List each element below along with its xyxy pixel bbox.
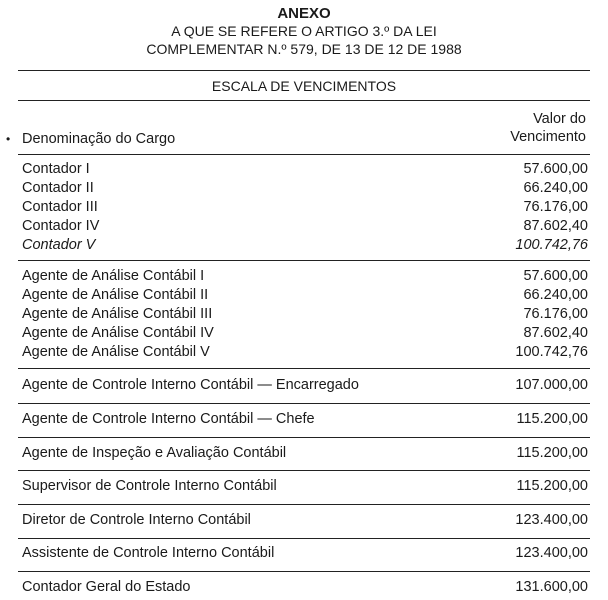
cargo-name: Agente de Análise Contábil I (22, 268, 205, 284)
cargo-name: Agente de Inspeção e Avaliação Contábil (22, 445, 287, 461)
cargo-value: 100.742,76 (515, 344, 588, 360)
table-row (22, 161, 588, 179)
table-row (22, 237, 588, 255)
cargo-name: Assistente de Controle Interno Contábil (22, 545, 275, 561)
divider (18, 100, 590, 101)
table-row (22, 199, 588, 217)
table-title: ESCALA DE VENCIMENTOS (211, 78, 397, 94)
table-row (22, 445, 588, 463)
bullet-mark: • (6, 132, 11, 146)
table-row (22, 287, 588, 305)
cargo-name: Agente de Análise Contábil III (22, 306, 213, 322)
cargo-name: Contador V (22, 237, 96, 253)
table-row (22, 344, 588, 362)
divider (18, 154, 590, 155)
table-row (22, 545, 588, 563)
cargo-value: 57.600,00 (523, 161, 588, 177)
cargo-value: 123.400,00 (515, 512, 588, 528)
cargo-name: Contador Geral do Estado (22, 579, 191, 595)
cargo-value: 107.000,00 (515, 377, 588, 393)
cargo-name: Agente de Análise Contábil II (22, 287, 209, 303)
cargo-value: 66.240,00 (523, 287, 588, 303)
table-row (22, 411, 588, 429)
column-header-valor-line2: Vencimento (510, 129, 586, 145)
cargo-value: 123.400,00 (515, 545, 588, 561)
reference-line-2: COMPLEMENTAR N.º 579, DE 13 DE 12 DE 1988 (146, 41, 462, 57)
cargo-value: 87.602,40 (523, 325, 588, 341)
cargo-name: Agente de Controle Interno Contábil — Chefe (22, 411, 315, 427)
cargo-value: 57.600,00 (523, 268, 588, 284)
divider (18, 403, 590, 404)
divider (18, 260, 590, 261)
cargo-name: Agente de Análise Contábil V (22, 344, 210, 360)
table-row (22, 512, 588, 530)
divider (18, 437, 590, 438)
cargo-value: 76.176,00 (523, 306, 588, 322)
cargo-value: 115.200,00 (516, 445, 588, 461)
cargo-name: Diretor de Controle Interno Contábil (22, 512, 251, 528)
divider (18, 470, 590, 471)
table-row (22, 306, 588, 324)
cargo-value: 76.176,00 (523, 199, 588, 215)
cargo-name: Agente de Análise Contábil IV (22, 325, 214, 341)
table-row (22, 268, 588, 286)
divider (18, 571, 590, 572)
cargo-value: 100.742,76 (515, 237, 588, 253)
document-title: ANEXO (277, 5, 331, 22)
divider (18, 368, 590, 369)
cargo-name: Contador II (22, 180, 94, 196)
table-row (22, 579, 588, 597)
cargo-name: Contador IV (22, 218, 100, 234)
cargo-name: Contador I (22, 161, 90, 177)
divider (18, 70, 590, 71)
table-row (22, 218, 588, 236)
cargo-value: 115.200,00 (516, 478, 588, 494)
reference-line-1: A QUE SE REFERE O ARTIGO 3.º DA LEI (171, 23, 437, 39)
table-row (22, 180, 588, 198)
cargo-name: Agente de Controle Interno Contábil — Encarregado (22, 377, 359, 393)
column-header-valor (510, 110, 586, 146)
cargo-value: 115.200,00 (516, 411, 588, 427)
divider (18, 538, 590, 539)
cargo-value: 66.240,00 (523, 180, 588, 196)
divider (18, 504, 590, 505)
cargo-name: Contador III (22, 199, 98, 215)
table-row (22, 325, 588, 343)
cargo-value: 131.600,00 (515, 579, 588, 595)
table-row (22, 377, 588, 395)
column-header-valor-line1: Valor do (533, 111, 586, 127)
cargo-name: Supervisor de Controle Interno Contábil (22, 478, 277, 494)
cargo-value: 87.602,40 (523, 218, 588, 234)
table-row (22, 478, 588, 496)
column-header-cargo: Denominação do Cargo (22, 131, 176, 147)
